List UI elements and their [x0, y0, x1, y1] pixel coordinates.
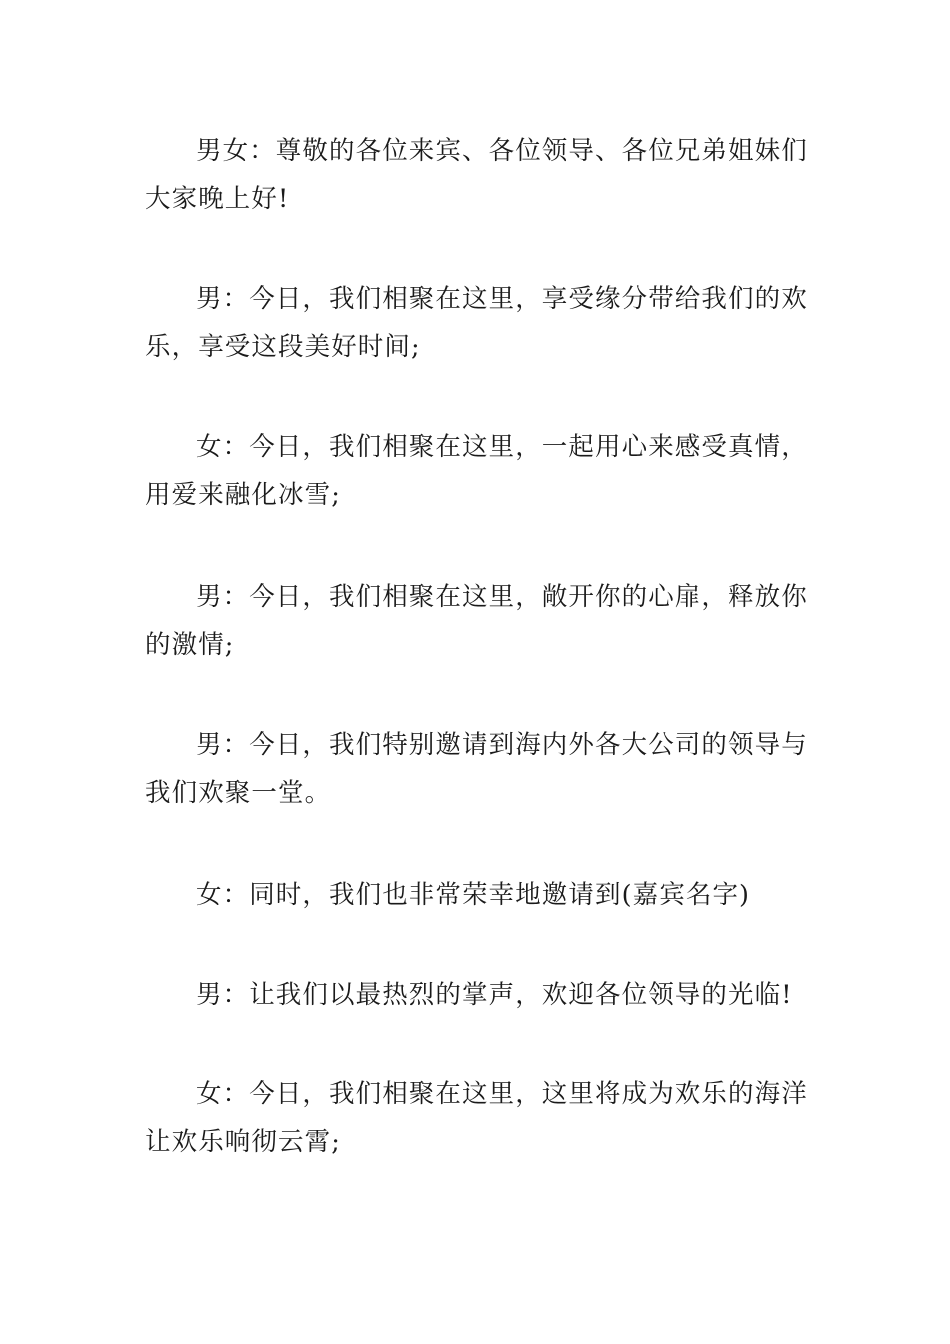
paragraph-male-3: 男：今日，我们特别邀请到海内外各大公司的领导与我们欢聚一堂。	[145, 730, 808, 808]
paragraph-greeting: 男女：尊敬的各位来宾、各位领导、各位兄弟姐妹们大家晚上好!	[145, 136, 808, 214]
paragraph-female-2: 女：同时，我们也非常荣幸地邀请到(嘉宾名字)	[196, 880, 751, 910]
paragraph-female-1: 女：今日，我们相聚在这里，一起用心来感受真情，用爱来融化冰雪;	[145, 432, 808, 510]
paragraph-male-2: 男：今日，我们相聚在这里，敞开你的心扉，释放你的激情;	[145, 582, 808, 660]
paragraph-female-3: 女：今日，我们相聚在这里，这里将成为欢乐的海洋让欢乐响彻云霄;	[145, 1079, 808, 1157]
paragraph-male-4: 男：让我们以最热烈的掌声，欢迎各位领导的光临!	[196, 980, 793, 1010]
paragraph-male-1: 男：今日，我们相聚在这里，享受缘分带给我们的欢乐，享受这段美好时间;	[145, 284, 808, 362]
